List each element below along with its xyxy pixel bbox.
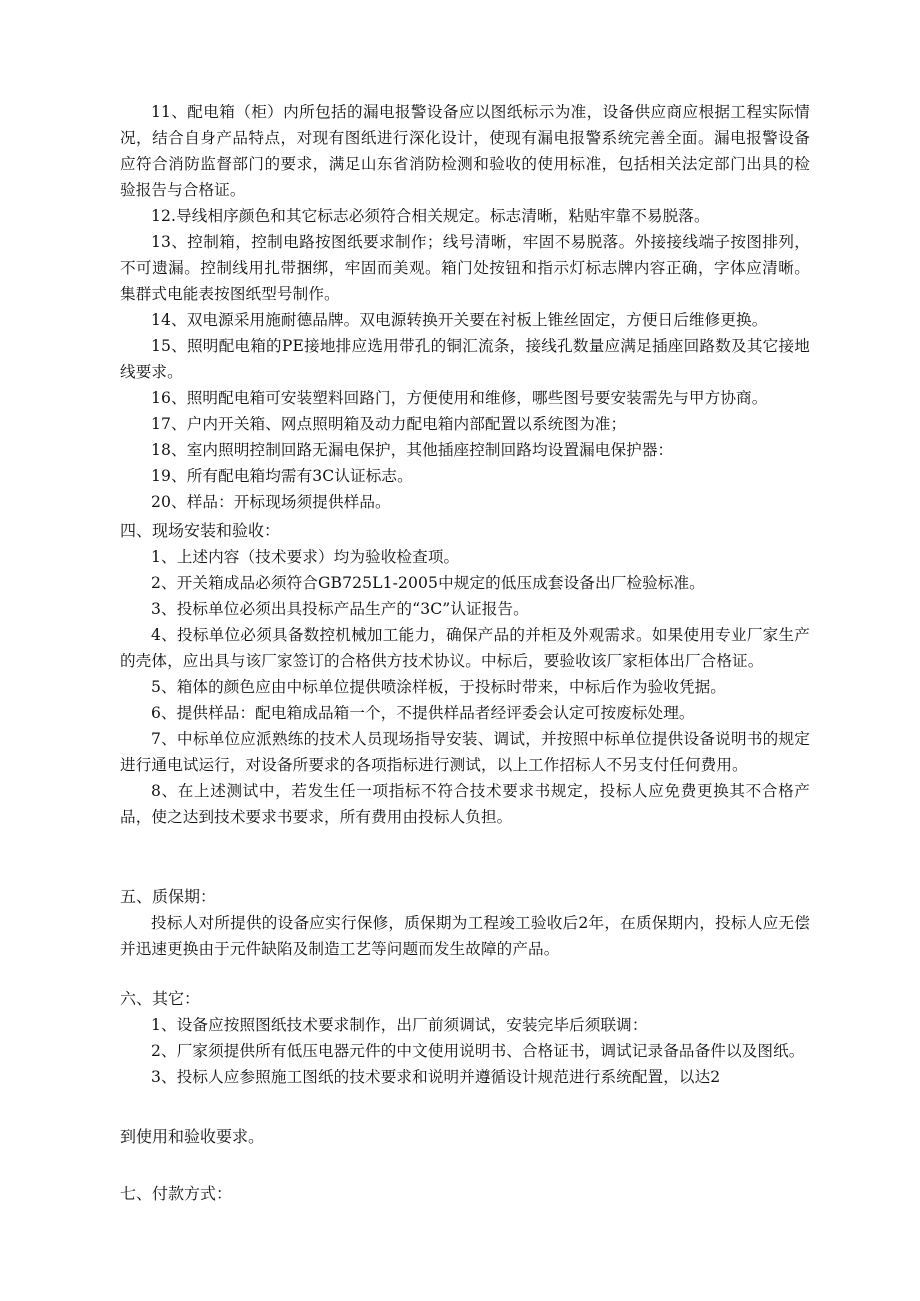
section-3-items	[120, 99, 810, 515]
s4-item-4: 4、投标单位必须具备数控机械加工能力，确保产品的并柜及外观需求。如果使用专业厂家生产的壳体，应出具与该厂家签订的合格供方技术协议。中标后，要验收该厂家柜体出厂合格证。	[120, 626, 810, 670]
s4-item-5: 5、箱体的颜色应由中标单位提供喷涂样板，于投标时带来，中标后作为验收凭据。	[151, 678, 726, 696]
item-15: 15、照明配电箱的PE接地排应选用带孔的铜汇流条，接线孔数量应满足插座回路数及其它接地线要求。	[120, 337, 810, 381]
section-6-tail: 到使用和验收要求。	[120, 1127, 265, 1146]
s6-item-1: 1、设备应按照图纸技术要求制作，出厂前须调试，安装完毕后须联调：	[151, 1016, 648, 1034]
s4-item-1: 1、上述内容（技术要求）均为验收检查项。	[151, 548, 460, 566]
s4-item-6: 6、提供样品：配电箱成品箱一个，不提供样品者经评委会认定可按废标处理。	[151, 704, 695, 722]
s4-item-2: 2、开关箱成品必须符合GB725L1-2005中规定的低压成套设备出厂检验标准。	[151, 574, 705, 592]
s4-item-7: 7、中标单位应派熟练的技术人员现场指导安装、调试，并按照中标单位提供设备说明书的规定进行通电试运行，对设备所要求的各项指标进行测试，以上工作招标人不另支付任何费用。	[120, 730, 810, 774]
item-20: 20、样品：开标现场须提供样品。	[151, 493, 391, 511]
section-7-title: 七、付款方式：	[120, 1184, 233, 1203]
s4-item-3: 3、投标单位必须出具投标产品生产的“3C”认证报告。	[151, 600, 529, 618]
item-12: 12.导线相序颜色和其它标志必须符合相关规定。标志清晰，粘贴牢靠不易脱落。	[151, 207, 710, 225]
section-6-items	[120, 1012, 810, 1090]
item-14: 14、双电源采用施耐德品牌。双电源转换开关要在衬板上锥丝固定，方便日后维修更换。	[151, 311, 768, 329]
s4-item-8: 8、在上述测试中，若发生任一项指标不符合技术要求书规定，投标人应免费更换其不合格产品，使之达到技术要求书要求，所有费用由投标人负担。	[120, 782, 810, 826]
warranty-text: 投标人对所提供的设备应实行保修，质保期为工程竣工验收后2年，在质保期内，投标人应无偿并迅速更换由于元件缺陷及制造工艺等问题而发生故障的产品。	[120, 914, 810, 958]
section-4-title: 四、现场安装和验收：	[120, 521, 281, 540]
s6-item-2: 2、厂家须提供所有低压电器元件的中文使用说明书、合格证书，调试记录备品备件以及图纸。	[151, 1042, 805, 1060]
section-5-title: 五、质保期：	[120, 887, 217, 906]
item-19: 19、所有配电箱均需有3C认证标志。	[151, 467, 413, 485]
item-18: 18、室内照明控制回路无漏电保护，其他插座控制回路均设置漏电保护器：	[151, 441, 674, 459]
item-16: 16、照明配电箱可安装塑料回路门，方便使用和维修，哪些图号要安装需先与甲方协商。	[151, 389, 768, 407]
item-13: 13、控制箱，控制电路按图纸要求制作；线号清晰，牢固不易脱落。外接接线端子按图排列，不可遗漏。控制线用扎带捆绑，牢固而美观。箱门处按钮和指示灯标志牌内容正确，字体应清晰。集群式电能表按图纸型号制作。	[120, 233, 810, 303]
section-5-body	[120, 910, 810, 962]
s6-item-3: 3、投标人应参照施工图纸的技术要求和说明并遵循设计规范进行系统配置，以达2	[151, 1068, 721, 1086]
section-6-title: 六、其它：	[120, 989, 201, 1008]
item-11: 11、配电箱（柜）内所包括的漏电报警设备应以图纸标示为准，设备供应商应根据工程实际情况，结合自身产品特点，对现有图纸进行深化设计，使现有漏电报警系统完善全面。漏电报警设备应符合消防监督部门的要求，满足山东省消防检测和验收的使用标准，包括相关法定部门出具的检验报告与合格证。	[120, 103, 810, 199]
section-4-items	[120, 544, 810, 830]
item-17: 17、户内开关箱、网点照明箱及动力配电箱内部配置以系统图为准；	[151, 415, 627, 433]
